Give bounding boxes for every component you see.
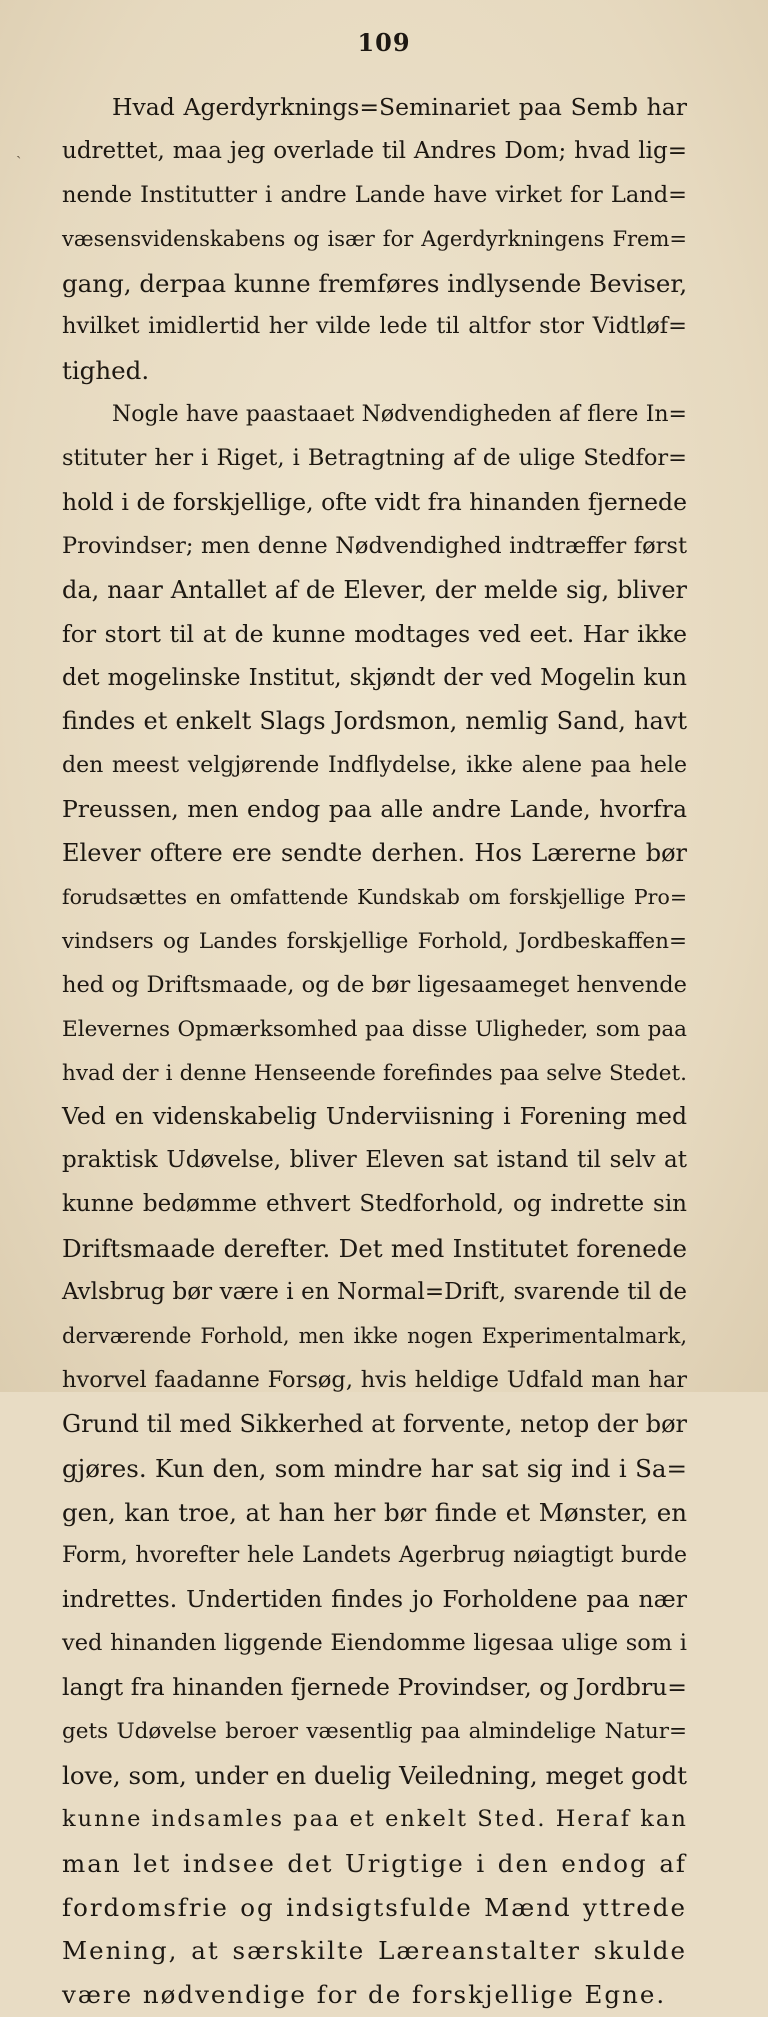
text-line: stituter her i Riget, i Betragtning af de ulige Stedfor=	[62, 445, 687, 472]
text-line: væsensvidenskabens og især for Agerdyrkningens Frem=	[62, 226, 687, 251]
text-line: forudsættes en omfattende Kundskab om forskjellige Pro=	[62, 885, 687, 910]
text-line: kunne bedømme ethvert Stedforhold, og indrette sin	[62, 1191, 687, 1218]
text-line: Elever oftere ere sendte derhen. Hos Lærerne bør	[62, 839, 687, 868]
body-text	[62, 86, 687, 2017]
text-line: det mogelinske Institut, skjøndt der ved Mogelin kun	[62, 664, 687, 691]
text-line: gen, kan troe, at han her bør finde et Mønster, en	[62, 1497, 687, 1527]
text-line: man let indsee det Urigtige i den endog af	[62, 1848, 687, 1878]
text-line: hed og Driftsmaade, og de bør ligesaameget henvende	[62, 971, 687, 998]
text-line: hvilket imidlertid her vilde lede til altfor stor Vidtløf=	[62, 313, 687, 340]
text-line: være nødvendige for de forskjellige Egne.	[62, 1980, 667, 2010]
text-line: Preussen, men endog paa alle andre Lande, hvorfra	[62, 795, 687, 824]
text-line: praktisk Udøvelse, bliver Eleven sat istand til selv at	[62, 1147, 687, 1174]
text-line: vindsers og Landes forskjellige Forhold, Jordbeskaffen=	[62, 928, 687, 954]
text-line: Hvad Agerdyrknings=Seminariet paa Semb har	[112, 93, 687, 121]
text-line: Driftsmaade derefter. Det med Institutet forenede	[62, 1234, 687, 1264]
text-line: Elevernes Opmærksomhed paa disse Uligheder, som paa	[62, 1016, 687, 1042]
text-line: ved hinanden liggende Eiendomme ligesaa ulige som i	[62, 1630, 687, 1657]
text-line: den meest velgjørende Indflydelse, ikke alene paa hele	[62, 753, 687, 779]
text-line: kunne indsamles paa et enkelt Sted. Heraf kan	[62, 1805, 688, 1832]
text-line: for stort til at de kunne modtages ved eet. Har ikke	[62, 619, 687, 648]
text-line: gets Udøvelse beroer væsentlig paa almindelige Natur=	[62, 1718, 687, 1744]
text-line: hold i de forskjellige, ofte vidt fra hinanden fjernede	[62, 488, 687, 517]
text-line: langt fra hinanden fjernede Provindser, og Jordbru=	[62, 1673, 687, 1702]
text-line: love, som, under en duelig Veiledning, meget godt	[62, 1760, 688, 1790]
text-line: fordomsfrie og indsigtsfulde Mænd yttrede	[62, 1892, 687, 1922]
text-line: udrettet, maa jeg overlade til Andres Dom; hvad lig=	[62, 137, 687, 164]
text-line: derværende Forhold, men ikke nogen Experimentalmark,	[62, 1323, 687, 1348]
text-line: Form, hvorefter hele Landets Agerbrug nøiagtigt burde	[62, 1543, 687, 1569]
text-line: Ved en videnskabelig Underviisning i Forening med	[62, 1102, 687, 1131]
text-line: gjøres. Kun den, som mindre har sat sig ind i Sa=	[62, 1453, 687, 1483]
text-line: Avlsbrug bør være i en Normal=Drift, svarende til de	[62, 1279, 687, 1306]
text-line: findes et enkelt Slags Jordsmon, nemlig Sand, havt	[62, 707, 687, 736]
text-line: nende Institutter i andre Lande have virket for Land=	[62, 181, 687, 208]
text-line: tighed.	[62, 356, 150, 386]
text-line: Nogle have paastaaet Nødvendigheden af flere In=	[112, 402, 687, 428]
text-line: gang, derpaa kunne fremføres indlysende Beviser,	[62, 268, 688, 298]
text-line: indrettes. Undertiden findes jo Forholdene paa nær	[62, 1585, 687, 1614]
text-line: Provindser; men denne Nødvendighed indtræffer først	[62, 532, 687, 559]
text-line: Mening, at særskilte Læreanstalter skulde	[62, 1936, 687, 1966]
margin-mark: ˎ	[16, 140, 22, 159]
text-line: Grund til med Sikkerhed at forvente, netop der bør	[62, 1409, 687, 1438]
text-line: hvorvel faadanne Forsøg, hvis heldige Udfald man har	[62, 1366, 687, 1393]
text-line: da, naar Antallet af de Elever, der melde sig, bliver	[62, 575, 687, 604]
page-number: 109	[357, 28, 411, 57]
text-line: hvad der i denne Henseende forefindes paa selve Stedet.	[62, 1060, 687, 1086]
